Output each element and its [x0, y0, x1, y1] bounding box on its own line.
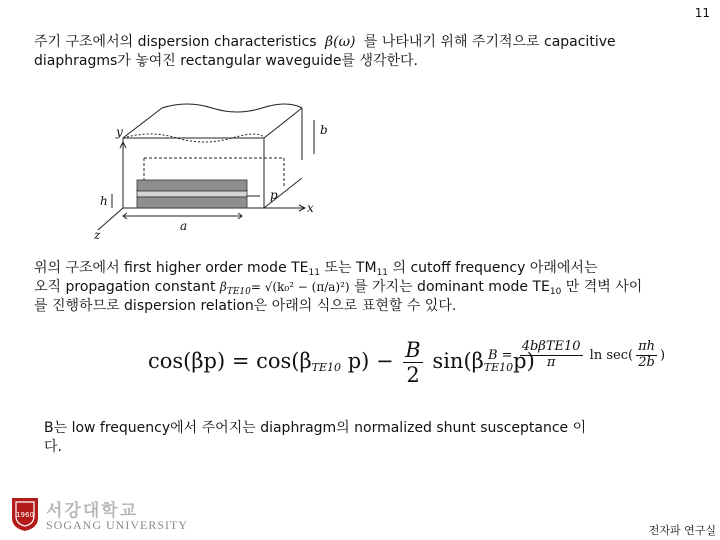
lab-footer: 전자파 연구실: [648, 524, 716, 537]
guide-top-right-edge: [264, 108, 302, 138]
diaphragm-plate-2: [137, 197, 247, 208]
te10-subscript: 10: [549, 287, 562, 297]
intro-text-after: 를 나타내기 위해 주기적으로 capacitive: [363, 34, 616, 50]
beta-equation: $\beta_{TE10}= √(k_0^2 - (\pi/a)^2)$: [219, 280, 350, 297]
label-y: y: [116, 125, 123, 139]
susceptance-fraction-1: $\frac{\text{4bβTE10}}{\pi}$: [521, 339, 581, 370]
tm11-subscript: 11: [376, 268, 389, 278]
intro-line-2: diaphragms가 놓여진 rectangular waveguide를 생각한다.: [34, 53, 418, 69]
page-number: 11: [694, 6, 710, 20]
body-text: 를 가지는 dominant mode TE: [354, 279, 550, 295]
label-a: a: [180, 219, 188, 233]
intro-line-1: [34, 33, 616, 52]
susceptance-equation: B = $\frac{\text{4bβTE10}}{\pi}$ ln sec( $\frac{\pi h}{2b}$ ): [488, 339, 666, 370]
note-line-1: B는 low frequency에서 주어지는 diaphragm의 normalized shunt susceptance 이: [44, 420, 587, 436]
waveguide-figure: [92, 98, 337, 240]
te11-subscript: 11: [308, 268, 320, 278]
logo-korean-name: 서강대학교: [46, 501, 139, 520]
label-p: p: [270, 188, 278, 202]
svg-text:1960: 1960: [16, 511, 34, 519]
diaphragm-gap: [137, 191, 247, 197]
guide-wavy-top-edge: [162, 104, 302, 112]
body-text: 오직 propagation constant: [34, 279, 216, 295]
beta-omega-symbol: β(ω): [325, 34, 356, 50]
body-text: 또는 TM: [324, 260, 377, 276]
intro-text-before: 주기 구조에서의 dispersion characteristics: [34, 34, 317, 50]
label-h: h: [100, 194, 108, 208]
susceptance-fraction-2: $\frac{\pi h}{2b}$: [638, 339, 655, 370]
b-over-2-fraction: $\frac{B}{2}$: [405, 338, 421, 388]
body-line-3: 를 진행하므로 dispersion relation은 아래의 식으로 표현할 수 있다.: [34, 298, 457, 314]
body-text: 위의 구조에서 first higher order mode TE: [34, 260, 309, 276]
note-line-2: 다.: [44, 439, 62, 455]
guide-top-left-edge: [123, 108, 162, 138]
university-logo: [10, 496, 190, 536]
body-text: 만 격벽 사이: [565, 279, 643, 295]
logo-english-name: SOGANG UNIVERSITY: [46, 518, 188, 532]
label-x: x: [307, 201, 314, 215]
dispersion-equation: $\cos(\beta p) = \cos(\beta_{TE10}$ p) − $\frac{B}{2}$ $\sin(\beta_{TE10}p)$: [148, 338, 535, 388]
label-b: b: [320, 123, 328, 137]
university-emblem-icon: [10, 496, 40, 532]
label-z: z: [94, 228, 101, 240]
body-text: 의 cutoff frequency 아래에서는: [392, 260, 598, 276]
z-axis: [98, 208, 123, 230]
diaphragm-plate-1: [137, 180, 247, 191]
